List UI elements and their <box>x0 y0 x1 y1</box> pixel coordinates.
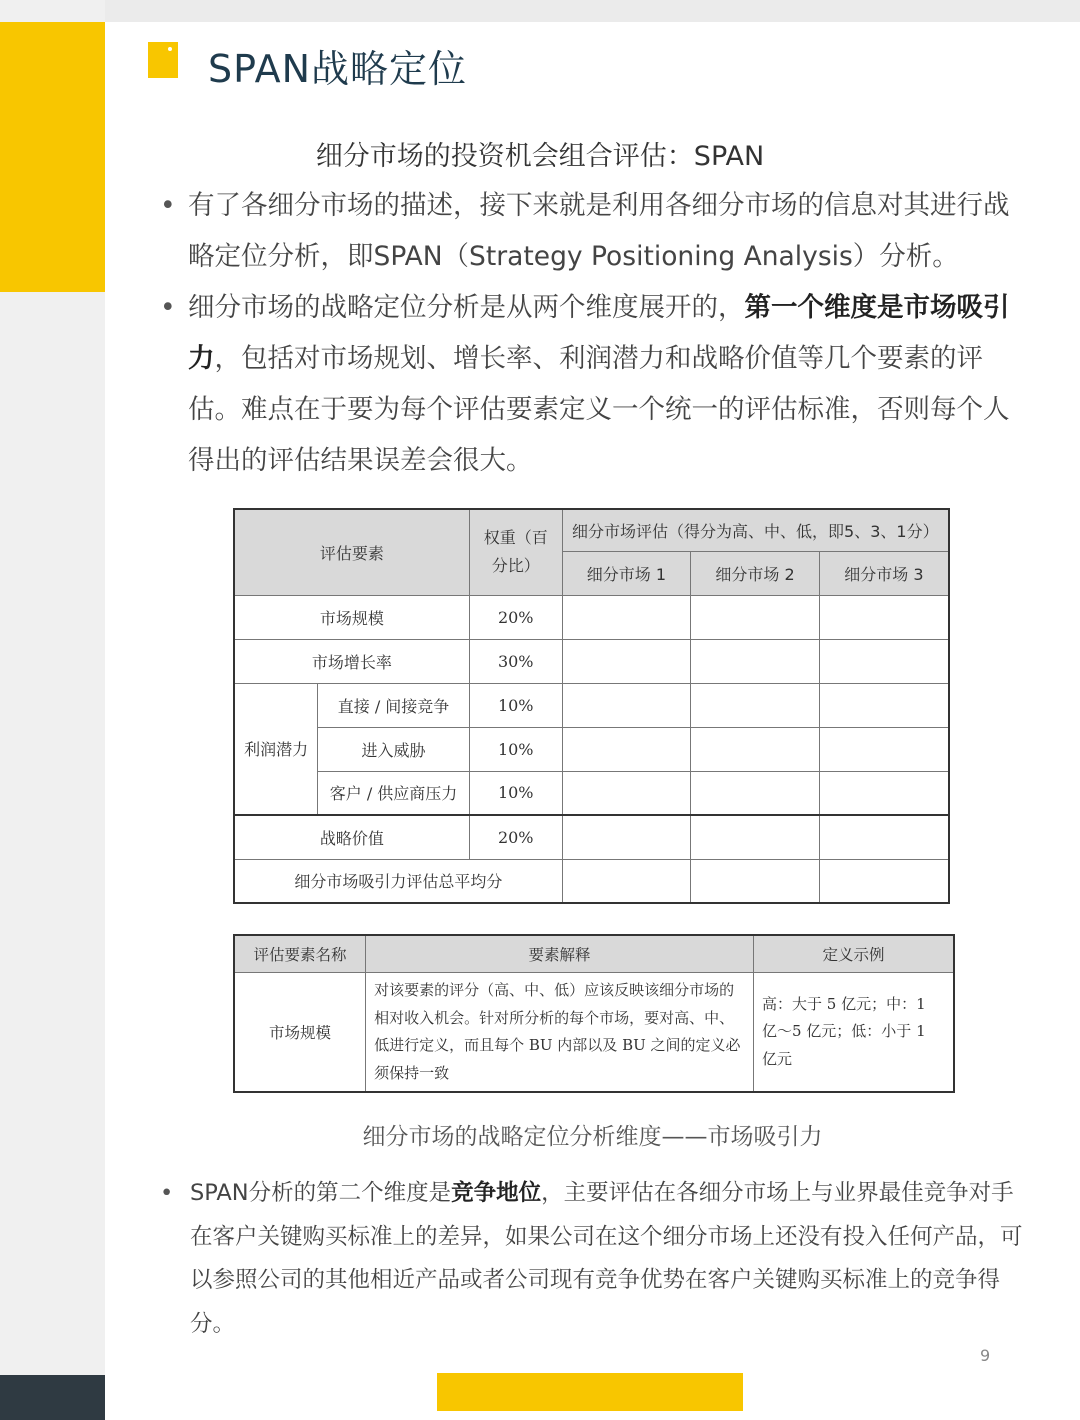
section-subtitle: 细分市场的投资机会组合评估：SPAN <box>315 141 765 172</box>
page-number: 9 <box>980 1346 991 1365</box>
dark-accent-bar <box>0 1375 105 1420</box>
header-example: 定义示例 <box>754 935 955 973</box>
header-factor-name: 评估要素名称 <box>234 935 366 973</box>
weight-value: 20% <box>469 815 562 859</box>
score-cell <box>562 639 691 683</box>
definition-table <box>233 934 955 1093</box>
header-segment: 细分市场 2 <box>691 551 820 595</box>
bold-phrase: 竞争地位 <box>451 1180 542 1206</box>
weight-value: 20% <box>469 595 562 639</box>
score-cell <box>562 727 691 771</box>
figure-caption: 细分市场的战略定位分析维度——市场吸引力 <box>362 1124 823 1150</box>
group-label: 利润潜力 <box>234 683 318 815</box>
weight-value: 10% <box>469 727 562 771</box>
score-cell <box>819 639 949 683</box>
score-cell <box>562 595 691 639</box>
score-cell <box>819 683 949 727</box>
weight-value: 30% <box>469 639 562 683</box>
header-explanation: 要素解释 <box>366 935 754 973</box>
score-cell <box>691 639 820 683</box>
header-weight: 权重（百分比） <box>469 509 562 595</box>
score-cell <box>819 859 949 903</box>
intro-bullets <box>160 180 1020 486</box>
score-cell <box>562 815 691 859</box>
score-cell <box>562 683 691 727</box>
factor-label: 战略价值 <box>234 815 469 859</box>
bullet-item: • SPAN分析的第二个维度是竞争地位，主要评估在各细分市场上与业界最佳竞争对手在客户关键购买标准上的差异，如果公司在这个细分市场上还没有投入任何产品，可以参照公司的其他相近产品或者公司现有竞争优势在客户关键购买标准上的竞争得分。 <box>160 1172 1030 1346</box>
factor-label: 市场规模 <box>234 595 469 639</box>
score-cell <box>819 771 949 815</box>
weight-value: 10% <box>469 683 562 727</box>
score-cell <box>819 815 949 859</box>
score-cell <box>691 727 820 771</box>
header-segment: 细分市场 1 <box>562 551 691 595</box>
score-cell <box>691 815 820 859</box>
score-cell <box>691 595 820 639</box>
second-dimension-bullets <box>160 1172 1030 1346</box>
attractiveness-table <box>233 508 950 904</box>
score-cell <box>691 683 820 727</box>
score-cell <box>562 771 691 815</box>
header-factor: 评估要素 <box>234 509 469 595</box>
total-label: 细分市场吸引力评估总平均分 <box>234 859 562 903</box>
score-cell <box>562 859 691 903</box>
factor-label: 进入威胁 <box>318 727 470 771</box>
header-evaluation: 细分市场评估（得分为高、中、低，即5、3、1分） <box>562 509 949 551</box>
definition-example: 高：大于 5 亿元；中：1 亿～5 亿元；低：小于 1 亿元 <box>754 973 955 1093</box>
title-marker-icon <box>148 42 178 78</box>
factor-label: 市场增长率 <box>234 639 469 683</box>
factor-label: 客户 / 供应商压力 <box>318 771 470 815</box>
factor-explanation: 对该要素的评分（高、中、低）应该反映该细分市场的相对收入机会。针对所分析的每个市场，要对高、中、低进行定义，而且每个 BU 内部以及 BU 之间的定义必须保持一致 <box>366 973 754 1093</box>
bottom-accent-bar <box>437 1373 743 1411</box>
bullet-item: • 细分市场的战略定位分析是从两个维度展开的，第一个维度是市场吸引力，包括对市场规划、增长率、利润潜力和战略价值等几个要素的评估。难点在于要为每个评估要素定义一个统一的评估标准，否则每个人得出的评估结果误差会很大。 <box>160 282 1020 486</box>
page-title: SPAN战略定位 <box>208 47 468 91</box>
factor-name: 市场规模 <box>234 973 366 1093</box>
score-cell <box>691 859 820 903</box>
factor-label: 直接 / 间接竞争 <box>318 683 470 727</box>
header-segment: 细分市场 3 <box>819 551 949 595</box>
score-cell <box>819 727 949 771</box>
bullet-item: • 有了各细分市场的描述，接下来就是利用各细分市场的信息对其进行战略定位分析，即SPAN（Strategy Positioning Analysis）分析。 <box>160 180 1020 282</box>
weight-value: 10% <box>469 771 562 815</box>
score-cell <box>691 771 820 815</box>
bold-phrase: 第一个维度是市场吸引力 <box>188 292 1010 374</box>
score-cell <box>819 595 949 639</box>
